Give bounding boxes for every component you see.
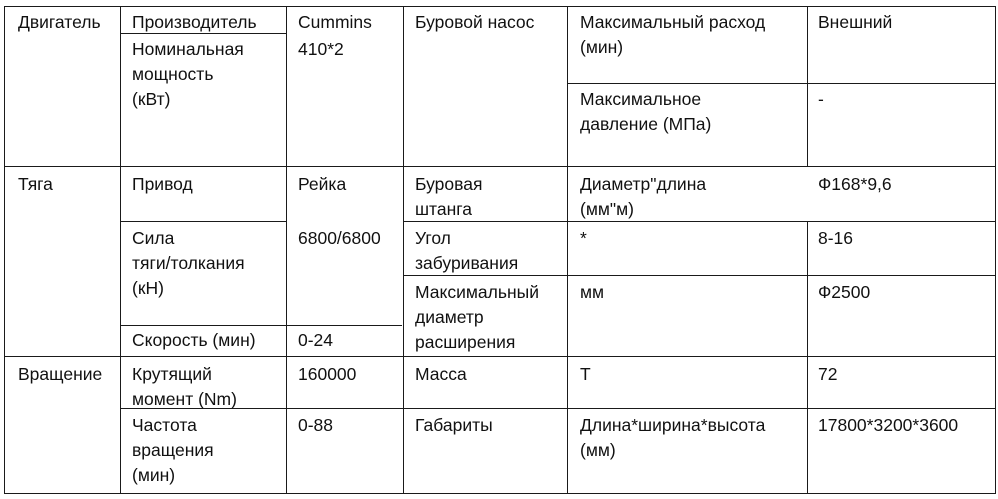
- cell-text-line: вращения: [132, 440, 214, 460]
- cell-text-line: Рейка: [298, 174, 347, 194]
- table-rule: [286, 6, 287, 494]
- cell-text-line: давление (МПа): [580, 114, 712, 134]
- cell-angle-value: [818, 226, 853, 251]
- cell-speed-label: [132, 328, 256, 353]
- cell-rotation-group: [18, 362, 102, 387]
- cell-dims-label: [415, 413, 493, 438]
- cell-text-line: штанга: [415, 199, 472, 219]
- cell-text-line: тяги/толкания: [132, 253, 245, 273]
- cell-text-line: Длина*ширина*высота: [580, 415, 766, 435]
- cell-pump-group: [415, 10, 534, 35]
- cell-pump-pressure-label: [580, 87, 711, 137]
- table-rule: [4, 166, 996, 167]
- table-rule: [995, 6, 996, 494]
- cell-text-line: диаметр: [415, 307, 484, 327]
- cell-text-line: (кН): [132, 278, 164, 298]
- table-rule: [120, 221, 286, 222]
- table-rule: [567, 6, 568, 494]
- cell-text-line: Максимальный: [415, 282, 539, 302]
- cell-text-line: Угол: [415, 228, 451, 248]
- cell-engine-group: [18, 10, 101, 35]
- cell-text-line: 17800*3200*3600: [818, 415, 959, 435]
- cell-text-line: 410*2: [298, 39, 344, 59]
- table-rule: [4, 493, 996, 494]
- cell-ream-value: [818, 280, 870, 305]
- cell-text-line: Номинальная: [132, 39, 244, 59]
- cell-text-line: -: [818, 89, 824, 109]
- table-rule: [4, 6, 996, 7]
- cell-rod-unit: [580, 172, 706, 222]
- cell-text-line: Вращение: [18, 364, 103, 384]
- cell-text-line: 8-16: [818, 228, 854, 248]
- cell-rpm-value: [298, 413, 333, 438]
- cell-dims-value: [818, 413, 958, 438]
- cell-drive-value: [298, 172, 346, 197]
- cell-text-line: Производитель: [132, 12, 257, 32]
- cell-engine-maker-label: [132, 10, 257, 35]
- table-rule: [403, 6, 404, 494]
- cell-text-line: Буровая: [415, 174, 483, 194]
- table-rule: [807, 221, 808, 494]
- cell-text-line: момент (Nm): [132, 389, 237, 409]
- cell-text-line: Тяга: [18, 174, 53, 194]
- cell-pump-flow-label: [580, 10, 765, 60]
- cell-text-line: (мин): [132, 465, 176, 485]
- cell-engine-maker-value: [298, 10, 372, 35]
- cell-pump-flow-value: [818, 10, 892, 35]
- cell-rod-label: [415, 172, 482, 222]
- cell-angle-unit: [580, 226, 587, 251]
- cell-text-line: Диаметр"длина: [580, 174, 707, 194]
- cell-force-value: [298, 226, 381, 251]
- cell-engine-power-value: [298, 37, 344, 62]
- cell-speed-value: [298, 328, 333, 353]
- cell-text-line: Масса: [415, 364, 467, 384]
- cell-text-line: Cummins: [298, 12, 372, 32]
- cell-text-line: (кВт): [132, 89, 171, 109]
- cell-text-line: Двигатель: [18, 12, 101, 32]
- cell-thrust-group: [18, 172, 53, 197]
- cell-text-line: забуривания: [415, 253, 519, 273]
- cell-text-line: Максимальный расход: [580, 12, 766, 32]
- table-rule: [120, 6, 121, 494]
- cell-mass-unit: [580, 362, 591, 387]
- cell-text-line: Внешний: [818, 12, 893, 32]
- cell-force-label: [132, 226, 245, 301]
- cell-mass-label: [415, 362, 467, 387]
- cell-text-line: Т: [580, 364, 591, 384]
- cell-text-line: Частота: [132, 415, 197, 435]
- cell-text-line: Ф2500: [818, 282, 871, 302]
- cell-torque-value: [298, 362, 356, 387]
- cell-text-line: 0-24: [298, 330, 334, 350]
- cell-text-line: 0-88: [298, 415, 334, 435]
- cell-text-line: Максимальное: [580, 89, 702, 109]
- cell-rpm-label: [132, 413, 214, 488]
- table-rule: [807, 6, 808, 167]
- cell-text-line: расширения: [415, 332, 516, 352]
- cell-angle-label: [415, 226, 518, 276]
- cell-text-line: Буровой насос: [415, 12, 535, 32]
- cell-dims-unit: [580, 413, 765, 463]
- cell-ream-unit: [580, 280, 604, 305]
- cell-text-line: Сила: [132, 228, 175, 248]
- cell-torque-label: [132, 362, 237, 412]
- cell-engine-power-label: [132, 37, 244, 112]
- table-rule: [567, 83, 996, 84]
- cell-text-line: (мин): [580, 37, 624, 57]
- cell-text-line: 72: [818, 364, 838, 384]
- cell-mass-value: [818, 362, 837, 387]
- cell-text-line: (мм"м): [580, 199, 634, 219]
- cell-text-line: Привод: [132, 174, 193, 194]
- cell-rod-value: [818, 172, 892, 197]
- cell-text-line: 160000: [298, 364, 357, 384]
- table-rule: [4, 356, 996, 357]
- cell-text-line: Габариты: [415, 415, 493, 435]
- cell-text-line: (мм): [580, 440, 616, 460]
- cell-text-line: Ф168*9,6: [818, 174, 892, 194]
- table-rule: [120, 408, 996, 409]
- cell-drive-label: [132, 172, 193, 197]
- cell-text-line: Скорость (мин): [132, 330, 256, 350]
- cell-text-line: Крутящий: [132, 364, 212, 384]
- cell-ream-label: [415, 280, 539, 355]
- cell-text-line: 6800/6800: [298, 228, 381, 248]
- table-rule: [4, 6, 5, 494]
- cell-text-line: мощность: [132, 64, 214, 84]
- cell-text-line: *: [580, 228, 587, 248]
- table-rule: [120, 325, 402, 326]
- cell-text-line: мм: [580, 282, 605, 302]
- cell-pump-pressure-value: [818, 87, 824, 112]
